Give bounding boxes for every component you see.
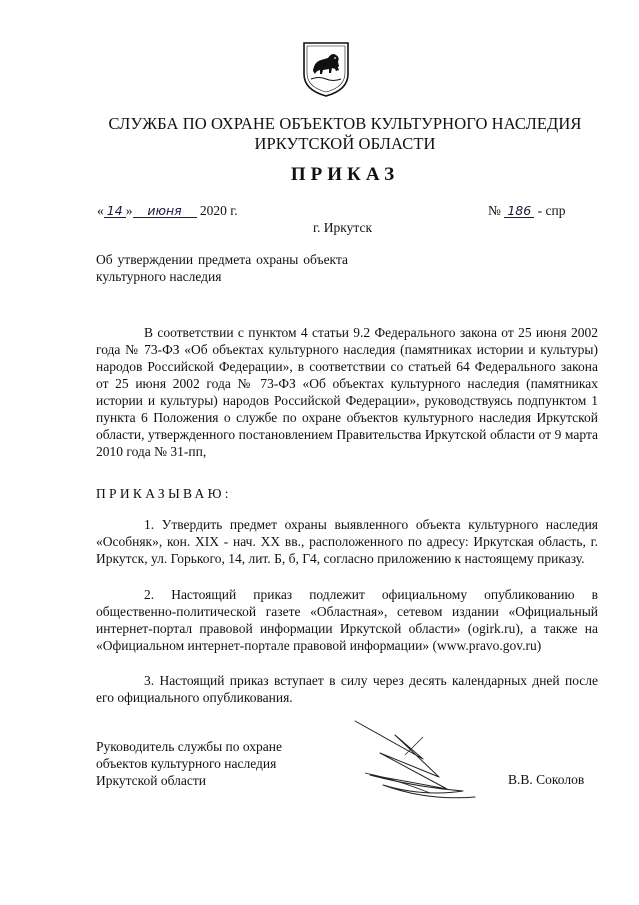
handwritten-signature xyxy=(335,715,480,805)
order-heading: ПРИКАЗЫВАЮ: xyxy=(96,486,232,501)
coat-of-arms-emblem xyxy=(301,40,351,98)
date-year: 2020 г. xyxy=(199,203,238,218)
organization-title: СЛУЖБА ПО ОХРАНЕ ОБЪЕКТОВ КУЛЬТУРНОГО НАСЛЕДИЯ ИРКУТСКОЙ ОБЛАСТИ xyxy=(108,114,582,153)
date-month-handwritten: июня xyxy=(133,204,197,218)
position-line-3: Иркутской области xyxy=(96,773,207,788)
number-value-handwritten: 186 xyxy=(504,204,534,218)
position-line-2: объектов культурного наследия xyxy=(96,756,277,771)
city-label: г. Иркутск xyxy=(313,220,372,235)
order-item-1: 1. Утвердить предмет охраны выявленного объекта культурного наследия «Особняк», кон. XIX - нач. XX вв., расположенного по адресу: Иркутская область, г. Иркутск, ул. Горького, 14, лит. Б, б, Г4, согласно приложению к настоящему приказу. xyxy=(96,517,598,566)
document-subject: Об утверждении предмета охраны объекта культурного наследия xyxy=(96,252,348,284)
signatory-position xyxy=(96,738,356,789)
preamble-paragraph: В соответствии с пунктом 4 статьи 9.2 Федерального закона от 25 июня 2002 года № 73-ФЗ «Об объектах культурного наследия (памятниках истории и культуры) народов Российской Федерации», в соответствии со статьей 64 Федерального закона от 25 июня 2002 года № 73-ФЗ «Об объектах культурного наследия (памятниках истории и культуры) народов Российской Федерации», руководствуясь подпунктом 1 пункта 6 Положения о службе по охране объектов культурного наследия Иркутской области, утвержденного постановлением Правительства Иркутской области от 9 марта 2010 года № 31-пп, xyxy=(96,325,598,459)
signatory-name: В.В. Соколов xyxy=(508,772,585,787)
document-date xyxy=(97,203,238,219)
number-suffix: - спр xyxy=(537,203,566,218)
date-day-handwritten: 14 xyxy=(104,204,126,218)
date-quote-close: » xyxy=(125,203,133,218)
number-prefix: № xyxy=(488,203,501,218)
order-item-3: 3. Настоящий приказ вступает в силу через десять календарных дней после его официального опубликования. xyxy=(96,673,598,705)
date-quote-open: « xyxy=(97,203,104,218)
document-type-heading: ПРИКАЗ xyxy=(290,164,400,185)
document-number xyxy=(488,203,565,219)
position-line-1: Руководитель службы по охране xyxy=(96,739,283,754)
order-item-2: 2. Настоящий приказ подлежит официальному опубликованию в общественно-политической газете «Областная», сетевом издании «Официальный интернет-портал правовой информации Иркутской области» (ogirk.ru), а также на «Официальном интернет-портале правовой информации» (www.pravo.gov.ru) xyxy=(96,587,598,653)
